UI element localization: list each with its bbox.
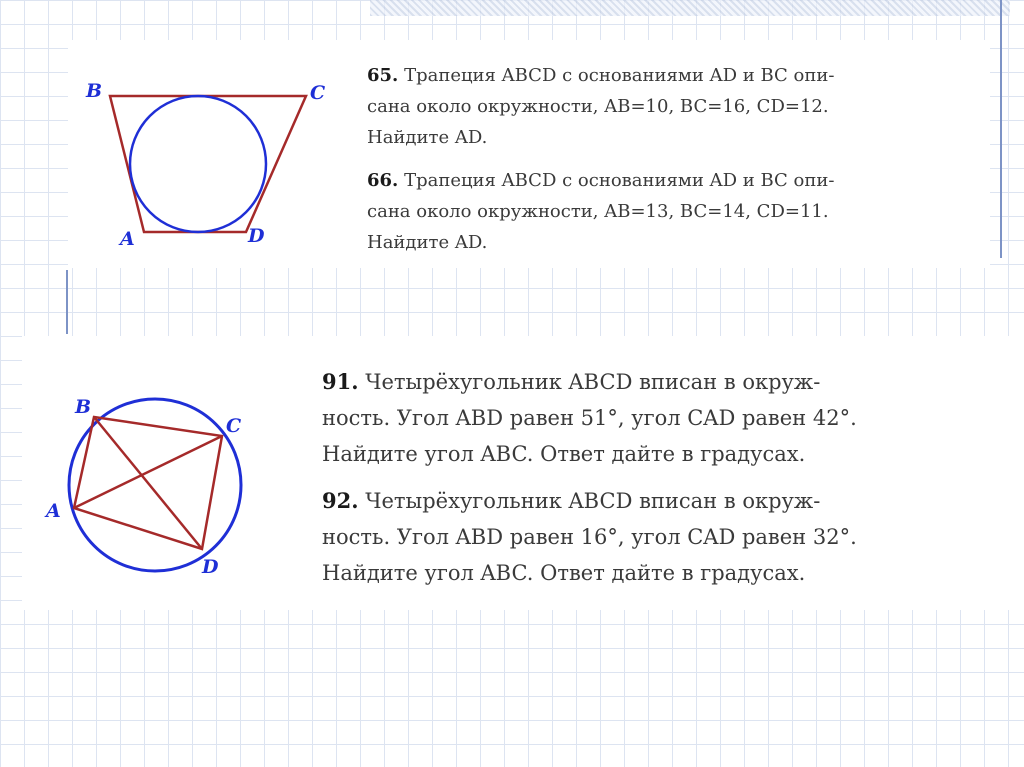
trapezoid-abcd (110, 96, 306, 232)
problem-number: 91. (322, 369, 359, 394)
problem-text-line: сана около окружности, AB=13, BC=14, CD=11. (367, 201, 829, 222)
diagonal-bd (94, 417, 202, 549)
problem-91 (322, 364, 1012, 472)
decorative-vertical-line (66, 270, 68, 334)
problem-92 (322, 483, 1012, 591)
problem-text-line: Четырёхугольник ABCD вписан в окруж- (365, 370, 821, 394)
problem-text-line: ность. Угол ABD равен 16°, угол CAD равен 32°. (322, 525, 857, 549)
inscribed-circle (130, 96, 266, 232)
trapezoid-figure (80, 70, 340, 250)
decorative-vertical-line (1000, 0, 1002, 258)
problem-text-line: Найдите угол ABC. Ответ дайте в градусах. (322, 561, 806, 585)
decorative-hatch-band (370, 0, 1010, 16)
problem-66 (367, 165, 967, 258)
problem-text-line: ность. Угол ABD равен 51°, угол CAD равен 42°. (322, 406, 857, 430)
vertex-label-d: D (248, 225, 265, 247)
problem-text-line: Найдите угол ABC. Ответ дайте в градусах. (322, 442, 806, 466)
vertex-label-a: A (120, 228, 135, 250)
problem-number: 65. (367, 65, 399, 86)
problem-text-line: Трапеция ABCD с основаниями AD и BC опи- (404, 65, 835, 86)
problem-65 (367, 60, 967, 153)
vertex-label-b: B (75, 396, 92, 418)
inscribed-quadrilateral-figure (40, 385, 270, 585)
vertex-label-c: C (310, 82, 326, 104)
vertex-label-b: B (86, 80, 103, 102)
vertex-label-c: C (226, 415, 242, 437)
problem-text-line: Найдите AD. (367, 127, 488, 148)
problem-number: 92. (322, 488, 359, 513)
diagonal-ac (74, 436, 222, 508)
problem-text-line: Трапеция ABCD с основаниями AD и BC опи- (404, 170, 835, 191)
problem-number: 66. (367, 170, 399, 191)
vertex-label-d: D (202, 556, 219, 578)
vertex-label-a: A (46, 500, 61, 522)
problem-text-line: сана около окружности, AB=10, BC=16, CD=12. (367, 96, 829, 117)
problem-text-line: Найдите AD. (367, 232, 488, 253)
problem-text-line: Четырёхугольник ABCD вписан в окруж- (365, 489, 821, 513)
